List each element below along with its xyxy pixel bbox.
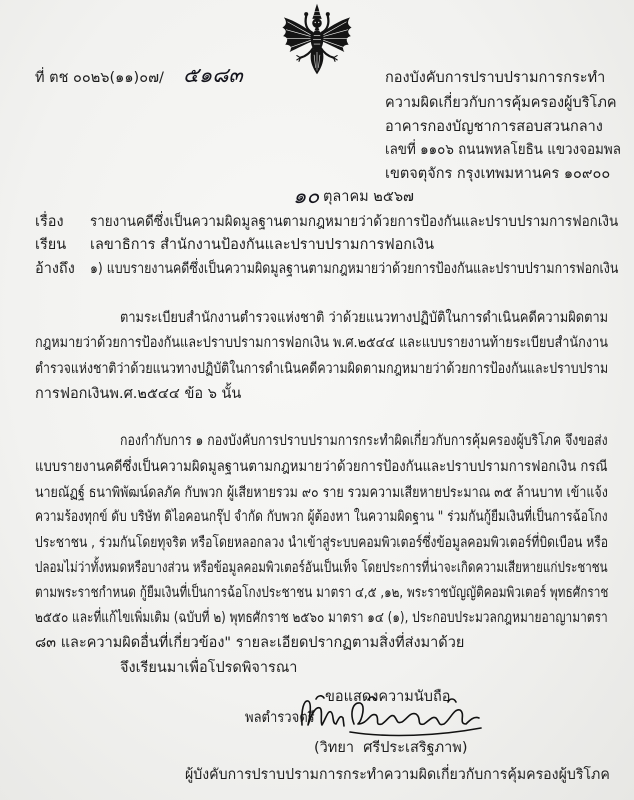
address-line: เลขที่ ๑๑๐๖ ถนนพหลโยธิน แขวงจอมพล bbox=[385, 142, 621, 158]
paragraph-1-line: ตำรวจแห่งชาติว่าด้วยแนวทางปฏิบัติในการดำเนินคดีความผิดตามกฎหมายว่าด้วยการป้องกันและปราบปราม bbox=[35, 361, 609, 377]
paragraph-2-line: แบบรายงานคดีซึ่งเป็นความผิดมูลฐานตามกฎหมายว่าด้วยการป้องกันและปราบปรามการฟอกเงิน กรณี bbox=[35, 459, 608, 475]
reference-label: อ้างถึง bbox=[35, 261, 75, 277]
handwritten-signature bbox=[298, 693, 484, 739]
date-day-handwritten: ๑๐ bbox=[293, 184, 320, 208]
paragraph-1-line: การฟอกเงินพ.ศ.๒๕๔๔ ข้อ ๖ นั้น bbox=[35, 386, 242, 402]
address-line: อาคารกองบัญชาการสอบสวนกลาง bbox=[385, 119, 603, 135]
subject-value: รายงานคดีซึ่งเป็นความผิดมูลฐานตามกฎหมายว่าด้วยการป้องกันและปราบปรามการฟอกเงิน bbox=[90, 214, 619, 230]
reference-number-handwritten: ๕๑๘๓ bbox=[183, 63, 243, 87]
date-month-year: ตุลาคม ๒๕๖๗ bbox=[323, 189, 414, 205]
signatory-rank: พลตำรวจตรี bbox=[245, 710, 315, 726]
paragraph-1-line: ตามระเบียบสำนักงานตำรวจแห่งชาติ ว่าด้วยแนวทางปฏิบัติในการดำเนินคดีความผิดตาม bbox=[120, 310, 609, 326]
address-line: ความผิดเกี่ยวกับการคุ้มครองผู้บริโภค bbox=[385, 95, 617, 111]
signatory-position: ผู้บังคับการปราบปรามการกระทำความผิดเกี่ยวกับการคุ้มครองผู้บริโภค bbox=[185, 767, 610, 783]
paragraph-2-line: ตามพระราชกำหนด กู้ยืมเงินที่เป็นการฉ้อโกงประชาชน มาตรา ๔,๕ ,๑๒, พระราชบัญญัติคอมพิวเตอร์ พุทธศักราช bbox=[35, 585, 609, 601]
paragraph-2-line: ความร้องทุกข์ ดับ บริษัท ดิไอคอนกรุ๊ป จำกัด กับพวก ผู้ต้องหา ในความผิดฐาน " ร่วมกันกู้ยืมเงินที่เป็นการฉ้อโกง bbox=[35, 509, 608, 525]
reference-number-label: ที่ ตช ๐๐๒๖(๑๑)๐๗/ bbox=[35, 70, 164, 86]
paragraph-2-line: ประชาชน , ร่วมกันโดยทุจริต หรือโดยหลอกลวง นำเข้าสู่ระบบคอมพิวเตอร์ซึ่งข้อมูลคอมพิวเตอร์ที่บิดเบือน หรือ bbox=[35, 535, 609, 551]
subject-label: เรื่อง bbox=[35, 214, 64, 230]
garuda-emblem-icon bbox=[281, 2, 353, 76]
signatory-name: (วิทยา ศรีประเสริฐภาพ) bbox=[314, 740, 468, 756]
paragraph-2-line: กองกำกับการ ๑ กองบังคับการปราบปรามการกระทำผิดเกี่ยวกับการคุ้มครองผู้บริโภค จึงขอส่ง bbox=[120, 433, 608, 449]
recipient-label: เรียน bbox=[35, 237, 67, 253]
reference-value: ๑) แบบรายงานคดีซึ่งเป็นความผิดมูลฐานตามกฎหมายว่าด้วยการป้องกันและปราบปรามการฟอกเงิน bbox=[90, 261, 619, 277]
paragraph-2-line: ๘๓ และความผิดอื่นที่เกี่ยวข้อง" รายละเอียดปรากฏตามสิ่งที่ส่งมาด้วย bbox=[35, 635, 465, 651]
paragraph-2-line: ปลอมไม่ว่าทั้งหมดหรือบางส่วน หรือข้อมูลคอมพิวเตอร์อันเป็นเท็จ โดยประการที่น่าจะเกิดความเสียหายแก่ประชาชน bbox=[35, 560, 608, 576]
closing-request: จึงเรียนมาเพื่อโปรดพิจารณา bbox=[120, 660, 298, 676]
paragraph-2-line: นายณัฏฐ์ ธนาพิพัฒน์ดลภัค กับพวก ผู้เสียหายรวม ๙๐ ราย รวมความเสียหายประมาณ ๓๕ ล้านบาท เข้าแจ้ง bbox=[35, 485, 608, 501]
address-line: กองบังคับการปราบปรามการกระทำ bbox=[385, 70, 606, 86]
paragraph-2-line: ๒๕๕๐ และที่แก้ไขเพิ่มเติม (ฉบับที่ ๒) พุทธศักราช ๒๕๖๐ มาตรา ๑๔ (๑), ประกอบประมวลกฎหมายอาญามาตรา bbox=[35, 610, 608, 626]
complimentary-close: ขอแสดงความนับถือ bbox=[325, 689, 451, 705]
address-line: เขตจตุจักร กรุงเทพมหานคร ๑๐๙๐๐ bbox=[385, 166, 611, 182]
recipient-value: เลขาธิการ สำนักงานป้องกันและปราบปรามการฟอกเงิน bbox=[90, 237, 435, 253]
paragraph-1-line: กฎหมายว่าด้วยการป้องกันและปราบปรามการฟอกเงิน พ.ศ.๒๕๔๔ และแบบรายงานท้ายระเบียบสำนักงาน bbox=[35, 335, 608, 351]
